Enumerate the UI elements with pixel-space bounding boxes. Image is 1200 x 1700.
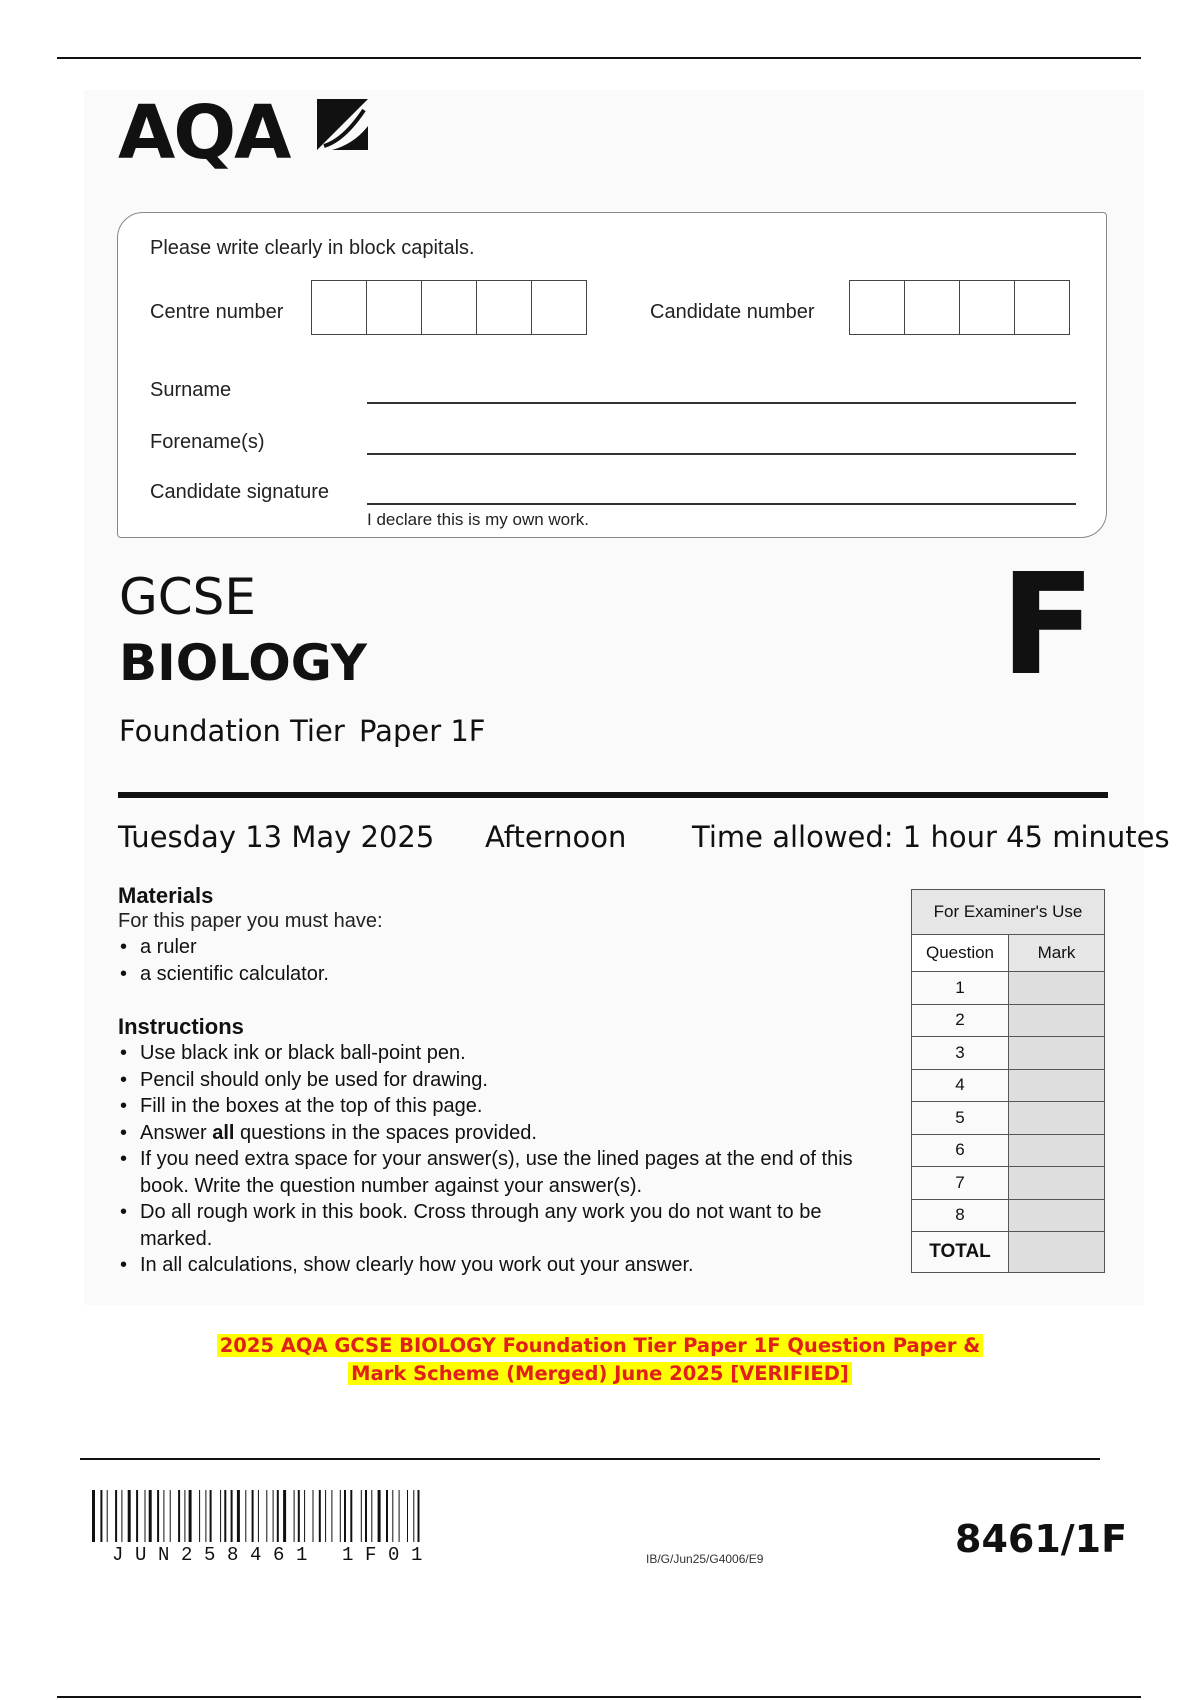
barcode-bar bbox=[319, 1490, 321, 1542]
barcode-bar bbox=[128, 1490, 131, 1542]
table-row bbox=[912, 1134, 1105, 1167]
list-item: • Fill in the boxes at the top of this page. bbox=[118, 1093, 898, 1120]
barcode-bar bbox=[266, 1490, 267, 1542]
barcode-bar bbox=[258, 1490, 259, 1542]
tier-letter: F bbox=[1000, 544, 1096, 707]
digit-box[interactable] bbox=[477, 281, 532, 334]
declaration-text: I declare this is my own work. bbox=[367, 510, 590, 529]
examiner-table-title: For Examiner's Use bbox=[912, 890, 1105, 935]
top-rule bbox=[57, 57, 1141, 59]
digit-box[interactable] bbox=[532, 281, 586, 334]
question-column-header: Question bbox=[912, 935, 1009, 972]
list-item: • If you need extra space for your answer(s), use the lined pages at the end of this book. Write the question number against your answer(s). bbox=[118, 1146, 900, 1199]
mark-cell bbox=[1009, 1134, 1105, 1167]
question-number: 6 bbox=[912, 1134, 1009, 1167]
barcode-bar bbox=[340, 1490, 341, 1542]
banner-line-2: Mark Scheme (Merged) June 2025 [VERIFIED] bbox=[348, 1362, 852, 1385]
total-row bbox=[912, 1232, 1105, 1273]
barcode-bar bbox=[178, 1490, 180, 1542]
question-number: 4 bbox=[912, 1069, 1009, 1102]
barcode-bar bbox=[92, 1490, 95, 1542]
mark-cell bbox=[1009, 1199, 1105, 1232]
paper-code: 8461/1F bbox=[955, 1517, 1128, 1561]
mark-cell bbox=[1009, 1037, 1105, 1070]
examiner-use-table bbox=[911, 889, 1105, 1273]
barcode-bar bbox=[121, 1490, 122, 1542]
reference-code: IB/G/Jun25/G4006/E9 bbox=[646, 1552, 764, 1566]
subject-title: BIOLOGY bbox=[119, 634, 367, 692]
digit-box[interactable] bbox=[850, 281, 905, 334]
digit-box[interactable] bbox=[367, 281, 422, 334]
barcode-bar bbox=[189, 1490, 192, 1542]
barcode-bar bbox=[407, 1490, 408, 1542]
table-row bbox=[912, 1199, 1105, 1232]
barcode-bar bbox=[399, 1490, 400, 1542]
candidate-number-boxes[interactable] bbox=[849, 280, 1070, 335]
total-mark-cell bbox=[1009, 1232, 1105, 1273]
answer-all-bold: all bbox=[212, 1121, 235, 1144]
barcode-bar bbox=[220, 1490, 221, 1542]
question-number: 5 bbox=[912, 1102, 1009, 1135]
materials-intro: For this paper you must have: bbox=[118, 910, 383, 932]
qualification-title: GCSE bbox=[119, 568, 256, 626]
instructions-list bbox=[118, 1040, 898, 1279]
barcode-bar bbox=[392, 1490, 393, 1542]
paper-label: Paper 1F bbox=[359, 714, 486, 748]
candidate-details-box bbox=[117, 212, 1107, 538]
question-number: 2 bbox=[912, 1004, 1009, 1037]
list-item: • a ruler bbox=[118, 934, 329, 961]
logo-text: AQA bbox=[118, 90, 290, 176]
digit-box[interactable] bbox=[905, 281, 960, 334]
forename-line[interactable] bbox=[367, 453, 1076, 455]
barcode-bar bbox=[313, 1490, 314, 1542]
materials-list bbox=[118, 934, 329, 987]
instructions-heading: Instructions bbox=[118, 1014, 244, 1039]
table-row bbox=[912, 1069, 1105, 1102]
forename-label: Forename(s) bbox=[150, 431, 265, 453]
form-instruction: Please write clearly in block capitals. bbox=[150, 237, 475, 259]
mark-column-header: Mark bbox=[1009, 935, 1105, 972]
table-row bbox=[912, 1004, 1105, 1037]
barcode-bar bbox=[350, 1490, 352, 1542]
highlight-banner bbox=[0, 1332, 1200, 1388]
barcode bbox=[92, 1490, 504, 1544]
barcode-bar bbox=[100, 1490, 102, 1542]
list-item: • Use black ink or black ball-point pen. bbox=[118, 1040, 898, 1067]
signature-label: Candidate signature bbox=[150, 481, 330, 503]
tier-label: Foundation Tier bbox=[119, 714, 345, 748]
barcode-bar bbox=[145, 1490, 146, 1542]
title-divider bbox=[118, 792, 1108, 798]
footer-rule bbox=[80, 1458, 1100, 1460]
barcode-bar bbox=[325, 1490, 326, 1542]
barcode-bar bbox=[365, 1490, 367, 1542]
barcode-text: JUN258461 1F01 bbox=[112, 1544, 435, 1566]
barcode-bar bbox=[245, 1490, 246, 1542]
barcode-bar bbox=[418, 1490, 420, 1542]
signature-line[interactable] bbox=[367, 503, 1076, 505]
mark-cell bbox=[1009, 1069, 1105, 1102]
answer-all-post: questions in the spaces provided. bbox=[234, 1121, 537, 1144]
barcode-bar bbox=[331, 1490, 332, 1542]
barcode-bar bbox=[413, 1490, 414, 1542]
exam-session: Afternoon bbox=[485, 820, 627, 854]
digit-box[interactable] bbox=[312, 281, 367, 334]
list-item: • Do all rough work in this book. Cross through any work you do not want to be marked. bbox=[118, 1199, 852, 1252]
surname-label: Surname bbox=[150, 379, 232, 401]
list-item: • In all calculations, show clearly how you work out your answer. bbox=[118, 1252, 898, 1279]
aqa-logo bbox=[118, 90, 290, 176]
barcode-bar bbox=[378, 1490, 381, 1542]
barcode-bar bbox=[115, 1490, 117, 1542]
barcode-bar bbox=[283, 1490, 286, 1542]
banner-line-1: 2025 AQA GCSE BIOLOGY Foundation Tier Paper 1F Question Paper & bbox=[217, 1334, 984, 1357]
barcode-bar bbox=[304, 1490, 305, 1542]
question-number: 8 bbox=[912, 1199, 1009, 1232]
barcode-bar bbox=[298, 1490, 300, 1542]
materials-heading: Materials bbox=[118, 883, 214, 908]
logo-mark-icon bbox=[314, 96, 372, 154]
answer-all-pre: Answer bbox=[140, 1121, 213, 1144]
mark-cell bbox=[1009, 1167, 1105, 1200]
barcode-bar bbox=[252, 1490, 254, 1542]
barcode-bar bbox=[163, 1490, 164, 1542]
table-row bbox=[912, 972, 1105, 1005]
question-number: 1 bbox=[912, 972, 1009, 1005]
barcode-bar bbox=[277, 1490, 279, 1542]
barcode-bar bbox=[361, 1490, 362, 1542]
barcode-bar bbox=[205, 1490, 206, 1542]
question-number: 7 bbox=[912, 1167, 1009, 1200]
mark-cell bbox=[1009, 1102, 1105, 1135]
mark-cell bbox=[1009, 972, 1105, 1005]
question-number: 3 bbox=[912, 1037, 1009, 1070]
table-row bbox=[912, 1102, 1105, 1135]
barcode-bar bbox=[386, 1490, 388, 1542]
barcode-bar bbox=[231, 1490, 233, 1542]
barcode-bar bbox=[157, 1490, 159, 1542]
barcode-bar bbox=[210, 1490, 212, 1542]
exam-date: Tuesday 13 May 2025 bbox=[118, 820, 435, 854]
barcode-bar bbox=[107, 1490, 108, 1542]
barcode-bar bbox=[344, 1490, 346, 1542]
time-allowed: Time allowed: 1 hour 45 minutes bbox=[692, 820, 1170, 854]
table-row bbox=[912, 1037, 1105, 1070]
barcode-bar bbox=[170, 1490, 171, 1542]
list-item: • a scientific calculator. bbox=[118, 961, 329, 988]
list-item: • Pencil should only be used for drawing. bbox=[118, 1067, 898, 1094]
barcode-bar bbox=[237, 1490, 240, 1542]
candidate-number-label: Candidate number bbox=[650, 301, 815, 323]
centre-number-label: Centre number bbox=[150, 301, 284, 323]
barcode-bar bbox=[371, 1490, 372, 1542]
total-label: TOTAL bbox=[912, 1232, 1009, 1273]
barcode-bar bbox=[184, 1490, 185, 1542]
digit-box[interactable] bbox=[960, 281, 1015, 334]
barcode-bar bbox=[273, 1490, 274, 1542]
surname-line[interactable] bbox=[367, 402, 1076, 404]
centre-number-boxes[interactable] bbox=[311, 280, 587, 335]
digit-box[interactable] bbox=[422, 281, 477, 334]
table-row bbox=[912, 1167, 1105, 1200]
barcode-bar bbox=[224, 1490, 226, 1542]
barcode-bar bbox=[294, 1490, 295, 1542]
digit-box[interactable] bbox=[1015, 281, 1069, 334]
list-item bbox=[118, 1120, 898, 1147]
bottom-rule bbox=[57, 1696, 1141, 1698]
barcode-bar bbox=[199, 1490, 200, 1542]
barcode-bar bbox=[136, 1490, 138, 1542]
barcode-bar bbox=[149, 1490, 152, 1542]
mark-cell bbox=[1009, 1004, 1105, 1037]
